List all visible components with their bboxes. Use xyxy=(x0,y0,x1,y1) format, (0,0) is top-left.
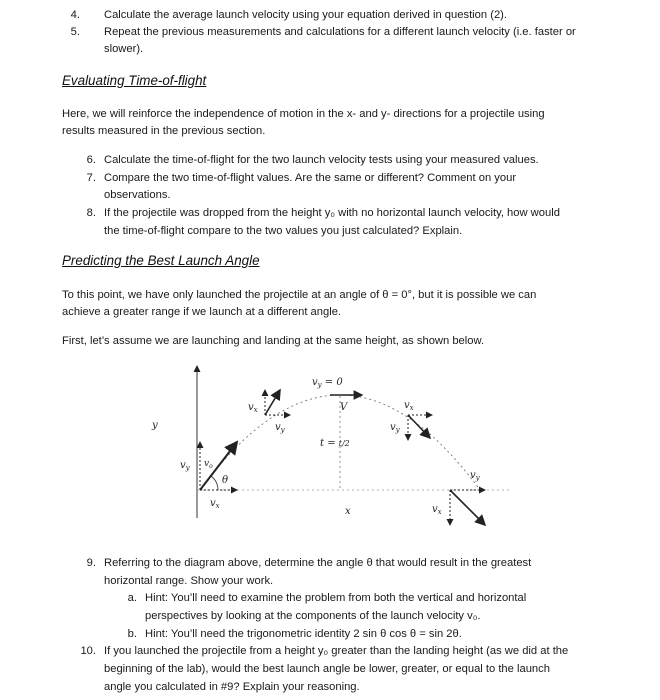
item-8-number: 8. xyxy=(86,207,96,219)
item-9-text-line1: Referring to the diagram above, determine the angle θ that would result in the greatest xyxy=(104,557,532,569)
ascent-vx-label: $v_x$ xyxy=(248,402,258,414)
item-7-number: 7. xyxy=(86,172,96,184)
item-9-number: 9. xyxy=(86,557,96,569)
item-5-text-line2: slower). xyxy=(104,43,144,55)
item-7-text-line1: Compare the two time-of-flight values. Are the same or different? Comment on your xyxy=(104,172,517,184)
section2-para2: First, let’s assume we are launching and landing at the same height, as shown below. xyxy=(62,335,485,347)
landing-vx-label: $v_x$ xyxy=(432,504,442,516)
theta-label: θ xyxy=(222,475,229,486)
section2-para1-line1: To this point, we have only launched the projectile at an angle of θ = 0°, but it is possible we can xyxy=(62,289,537,301)
section-heading-time-of-flight: Evaluating Time-of-flight xyxy=(62,73,207,88)
item-9b-letter: b. xyxy=(127,628,137,640)
item-9a-text-line2: perspectives by looking at the components of the launch velocity v₀. xyxy=(145,610,481,622)
ascent-vy-label: $v_y$ xyxy=(275,422,285,434)
item-7-text-line2: observations. xyxy=(104,189,171,201)
launch-vx-label: $v_x$ xyxy=(210,498,220,510)
launch-vy-label: $v_y$ xyxy=(180,460,190,472)
item-10-number: 10. xyxy=(80,645,96,657)
descent-velocity-arrow xyxy=(408,415,430,438)
section1-intro-line2: results measured in the previous section. xyxy=(62,125,266,137)
apex-vy-zero-label: $v_y = 0$ xyxy=(312,377,343,389)
item-5-number: 5. xyxy=(70,26,80,38)
section1-intro-line1: Here, we will reinforce the independence of motion in the x- and y- directions for a projectile using xyxy=(62,108,545,120)
item-10-text-line3: angle you calculated in #9? Explain your reasoning. xyxy=(104,681,360,693)
landing-vy-label: $v_y$ xyxy=(470,470,480,482)
item-9a-letter: a. xyxy=(127,592,137,604)
item-9a-text-line1: Hint: You’ll need to examine the problem from both the vertical and horizontal xyxy=(145,592,527,604)
apex-v-label: V xyxy=(340,402,348,413)
item-4-text: Calculate the average launch velocity using your equation derived in question (2). xyxy=(104,9,507,21)
item-4-number: 4. xyxy=(70,9,80,21)
projectile-diagram xyxy=(140,360,540,535)
descent-vy-label: $v_y$ xyxy=(390,422,400,434)
launch-vo-label: $v_o$ xyxy=(204,459,213,470)
item-10-text-line1: If you launched the projectile from a height y₀ greater than the landing height (as we did at the xyxy=(104,645,569,657)
item-6-number: 6. xyxy=(86,154,96,166)
item-6-text: Calculate the time-of-flight for the two launch velocity tests using your measured values. xyxy=(104,154,539,166)
apex-time-label: t = t/2 xyxy=(320,438,350,449)
theta-arc xyxy=(211,476,218,490)
section-heading-best-launch-angle: Predicting the Best Launch Angle xyxy=(62,253,260,268)
landing-velocity-arrow xyxy=(450,490,485,525)
item-9-text-line2: horizontal range. Show your work. xyxy=(104,575,274,587)
item-5-text-line1: Repeat the previous measurements and calculations for a different launch velocity (i.e. faster or xyxy=(104,26,576,38)
ascent-velocity-arrow xyxy=(265,390,280,415)
x-axis-label: x xyxy=(345,506,351,517)
section2-para1-line2: achieve a greater range if we launch at a different angle. xyxy=(62,306,342,318)
item-9b-text: Hint: You’ll need the trigonometric identity 2 sin θ cos θ = sin 2θ. xyxy=(145,628,462,640)
descent-vx-label: $v_x$ xyxy=(404,400,414,412)
y-axis-label: y xyxy=(152,420,158,431)
item-10-text-line2: beginning of the lab), would the best launch angle be lower, greater, or equal to the launch xyxy=(104,663,550,675)
item-8-text-line2: the time-of-flight compare to the two values you just calculated? Explain. xyxy=(104,225,463,237)
item-8-text-line1: If the projectile was dropped from the height y₀ with no horizontal launch velocity, how would xyxy=(104,207,560,219)
